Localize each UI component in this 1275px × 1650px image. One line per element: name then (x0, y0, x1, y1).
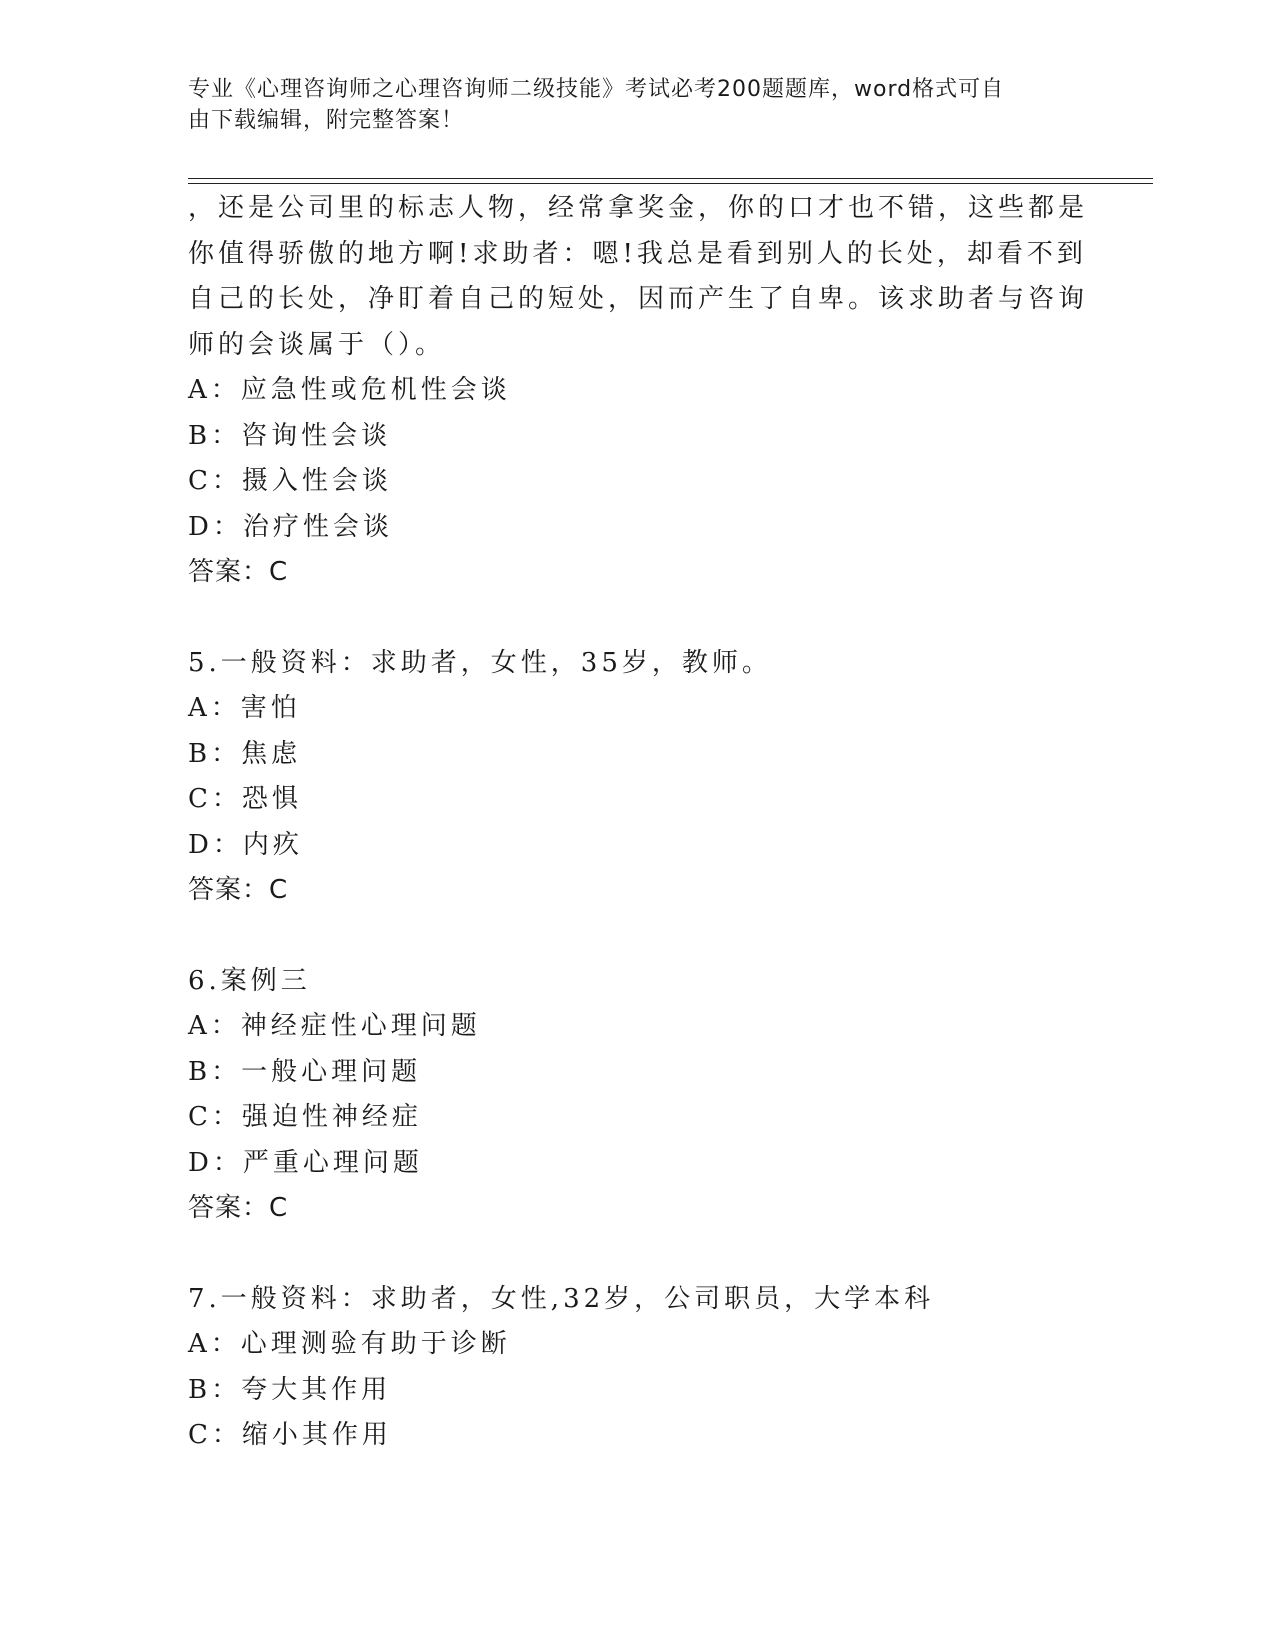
question-6 (188, 959, 1068, 1232)
stem-line: 你值得骄傲的地方啊!求助者：嗯!我总是看到别人的长处，却看不到 (188, 238, 1087, 269)
answer: 答案：C (188, 875, 289, 905)
option-d: D：内疚 (188, 829, 303, 860)
question-stem: 6.案例三 (188, 965, 311, 996)
header-line-1: 专业《心理咨询师之心理咨询师二级技能》考试必考200题题库，word格式可自 (188, 77, 1005, 102)
option-d: D：治疗性会谈 (188, 511, 393, 542)
question-5 (188, 641, 1068, 914)
spacer (188, 914, 1068, 959)
option-c: C：恐惧 (188, 784, 302, 814)
spacer (188, 1232, 1068, 1277)
question-4-continued (188, 186, 1089, 596)
option-b: B：焦虑 (188, 738, 302, 769)
option-a: A：心理测验有助于诊断 (188, 1329, 511, 1359)
question-content (188, 186, 1089, 1459)
option-c: C：强迫性神经症 (188, 1102, 422, 1132)
stem-line: 自己的长处，净盯着自己的短处，因而产生了自卑。该求助者与咨询 (188, 284, 1089, 314)
option-a: A：神经症性心理问题 (188, 1011, 481, 1041)
option-d: D：严重心理问题 (188, 1147, 423, 1178)
header-rule-top (188, 178, 1153, 179)
option-a: A：害怕 (188, 693, 301, 723)
option-b: B：咨询性会谈 (188, 420, 392, 451)
answer: 答案：C (188, 1193, 289, 1223)
answer: 答案：C (188, 557, 289, 587)
option-c: C：缩小其作用 (188, 1420, 392, 1450)
header-line-2: 由下载编辑，附完整答案！ (188, 108, 465, 133)
option-b: B：一般心理问题 (188, 1056, 422, 1087)
header-rule-bottom (188, 183, 1153, 184)
option-b: B：夸大其作用 (188, 1374, 392, 1405)
option-c: C：摄入性会谈 (188, 466, 392, 496)
stem-line: ，还是公司里的标志人物，经常拿奖金，你的口才也不错，这些都是 (188, 193, 1089, 223)
page-header (188, 74, 1068, 136)
stem-line: 师的会谈属于（）。 (188, 329, 446, 360)
option-a: A：应急性或危机性会谈 (188, 375, 511, 405)
spacer (188, 596, 1068, 641)
question-stem: 7.一般资料：求助者，女性,32岁，公司职员，大学本科 (188, 1283, 935, 1314)
question-stem: 5.一般资料：求助者，女性，35岁，教师。 (188, 647, 772, 678)
question-7 (188, 1277, 1068, 1459)
